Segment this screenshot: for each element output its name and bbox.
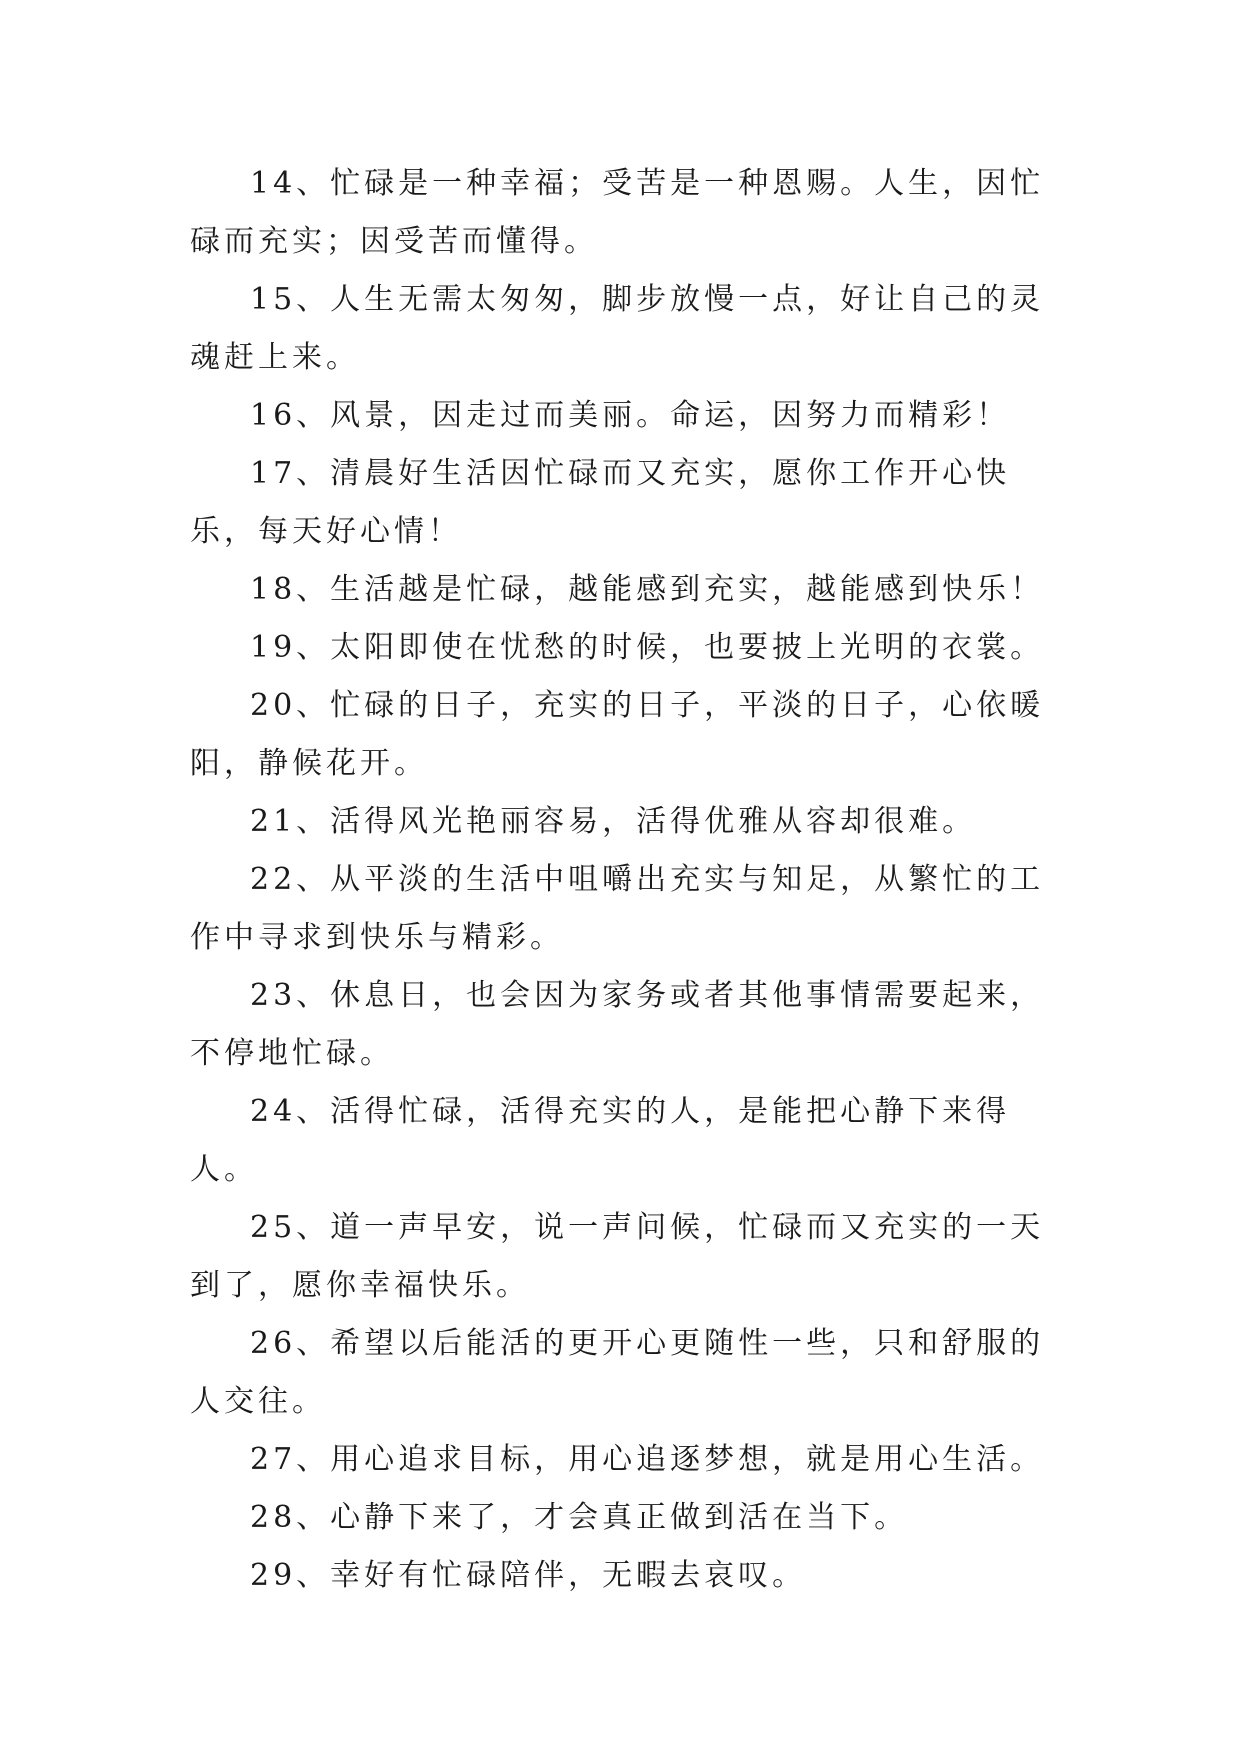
paragraph: 21、活得风光艳丽容易，活得优雅从容却很难。: [250, 804, 977, 839]
paragraph: 22、从平淡的生活中咀嚼出充实与知足，从繁忙的工作中寻求到快乐与精彩。: [190, 862, 1045, 955]
paragraph: 25、道一声早安，说一声问候，忙碌而又充实的一天到了，愿你幸福快乐。: [190, 1210, 1045, 1303]
paragraph: 16、风景，因走过而美丽。命运，因努力而精彩！: [250, 398, 1011, 433]
paragraph: 27、用心追求目标，用心追逐梦想，就是用心生活。: [250, 1442, 1045, 1477]
document-body: [190, 155, 1060, 1605]
paragraph: 18、生活越是忙碌，越能感到充实，越能感到快乐！: [250, 572, 1045, 607]
paragraph: 15、人生无需太匆匆，脚步放慢一点，好让自己的灵魂赶上来。: [190, 282, 1045, 375]
paragraph: 29、幸好有忙碌陪伴，无暇去哀叹。: [250, 1558, 807, 1593]
paragraph: 19、太阳即使在忧愁的时候，也要披上光明的衣裳。: [250, 630, 1045, 665]
paragraph: 26、希望以后能活的更开心更随性一些，只和舒服的人交往。: [190, 1326, 1045, 1419]
paragraph: 14、忙碌是一种幸福；受苦是一种恩赐。人生，因忙碌而充实；因受苦而懂得。: [190, 166, 1045, 259]
paragraph: 24、活得忙碌，活得充实的人，是能把心静下来得人。: [190, 1094, 1011, 1187]
paragraph: 28、心静下来了，才会真正做到活在当下。: [250, 1500, 909, 1535]
paragraph: 20、忙碌的日子，充实的日子，平淡的日子，心依暖阳，静候花开。: [190, 688, 1045, 781]
paragraph: 23、休息日，也会因为家务或者其他事情需要起来，不停地忙碌。: [190, 978, 1045, 1071]
paragraph: 17、清晨好生活因忙碌而又充实，愿你工作开心快乐，每天好心情！: [190, 456, 1011, 549]
